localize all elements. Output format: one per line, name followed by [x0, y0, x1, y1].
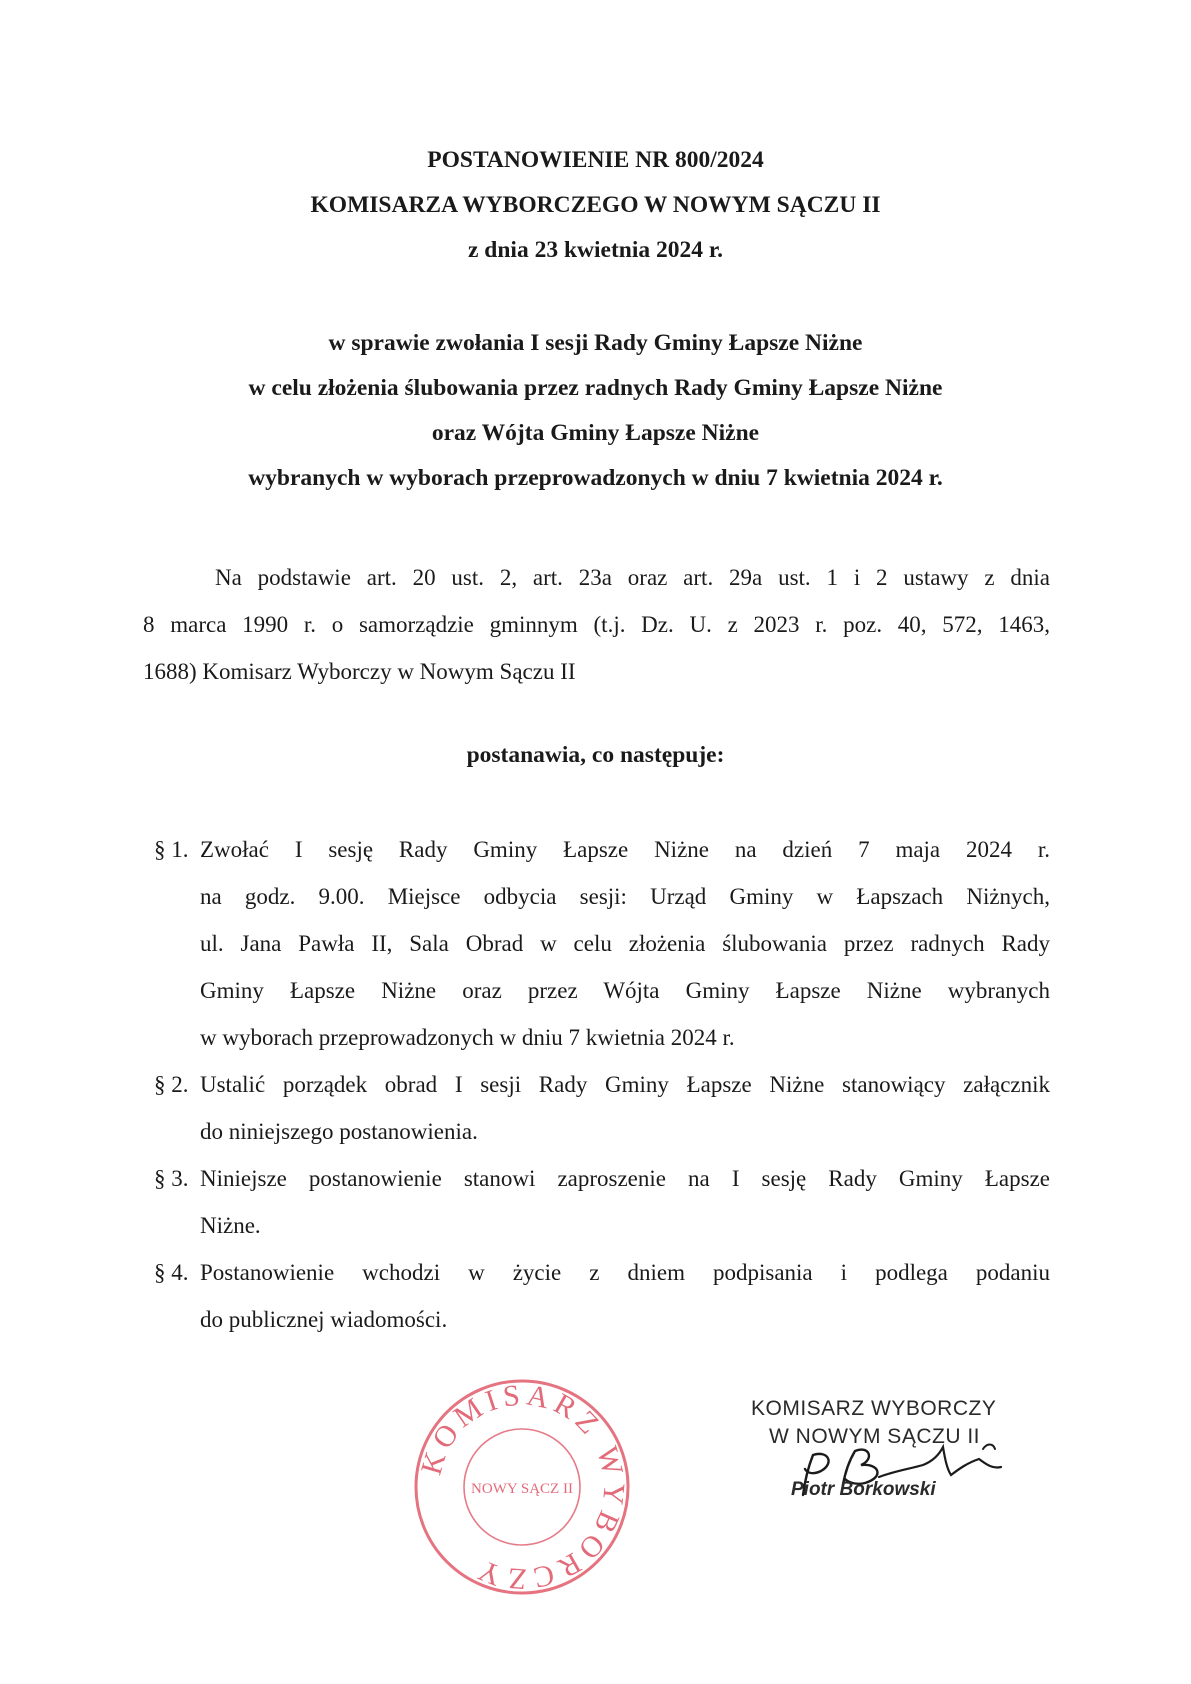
decision-heading: postanawia, co następuje: — [466, 742, 725, 768]
section-1 — [154, 826, 1050, 1061]
section-4 — [154, 1249, 1050, 1343]
section-line: do niniejszego postanowienia. — [200, 1119, 478, 1144]
document-date: z dnia 23 kwietnia 2024 r. — [467, 237, 724, 263]
section-line: na godz. 9.00. Miejsce odbycia sesji: Urząd Gminy w Łapszach Niżnych, — [200, 884, 1050, 909]
basis-line: 1688) Komisarz Wyborczy w Nowym Sączu II — [143, 659, 576, 684]
signatory-title: KOMISARZ WYBORCZY — [751, 1397, 997, 1420]
handwritten-signature — [783, 1425, 1023, 1515]
stamp-center-text: NOWY SĄCZ II — [471, 1481, 573, 1497]
basis-line: 8 marca 1990 r. o samorządzie gminnym (t.j. Dz. U. z 2023 r. poz. 40, 572, 1463, — [143, 612, 1050, 637]
subject-line: oraz Wójta Gminy Łapsze Niżne — [431, 420, 760, 446]
section-line: ul. Jana Pawła II, Sala Obrad w celu złożenia ślubowania przez radnych Rady — [200, 931, 1050, 956]
subject-line: w sprawie zwołania I sesji Rady Gminy Łapsze Niżne — [328, 330, 863, 356]
section-line: Postanowienie wchodzi w życie z dniem podpisania i podlega podaniu — [200, 1260, 1050, 1285]
section-text — [200, 1061, 1050, 1155]
section-text — [200, 1249, 1050, 1343]
section-text — [200, 826, 1050, 1061]
sections-list — [154, 826, 1050, 1343]
official-stamp — [412, 1377, 632, 1597]
basis-line: Na podstawie art. 20 ust. 2, art. 23a oraz art. 29a ust. 1 i 2 ustawy z dnia — [215, 565, 1050, 590]
section-line: do publicznej wiadomości. — [200, 1307, 448, 1332]
document-title: POSTANOWIENIE NR 800/2024 — [427, 147, 764, 173]
stamp-ring-text: KOMISARZ WYBORCZY — [414, 1378, 631, 1596]
document-header — [0, 138, 1191, 273]
section-number: § 2. — [154, 1072, 189, 1097]
section-number: § 3. — [154, 1166, 189, 1191]
section-2 — [154, 1061, 1050, 1155]
legal-basis-paragraph — [143, 554, 1050, 695]
section-line: Ustalić porządek obrad I sesji Rady Gminy Łapsze Niżne stanowiący załącznik — [200, 1072, 1050, 1097]
signatory-office: W NOWYM SĄCZU II — [769, 1425, 980, 1448]
subject-line: w celu złożenia ślubowania przez radnych Rady Gminy Łapsze Niżne — [248, 375, 943, 401]
subject-line: wybranych w wyborach przeprowadzonych w dniu 7 kwietnia 2024 r. — [248, 465, 943, 491]
signatory-name: Piotr Borkowski — [791, 1479, 936, 1500]
section-number: § 1. — [154, 837, 189, 862]
section-line: Gminy Łapsze Niżne oraz przez Wójta Gminy Łapsze Niżne wybranych — [200, 978, 1050, 1003]
section-line: w wyborach przeprowadzonych w dniu 7 kwietnia 2024 r. — [200, 1025, 735, 1050]
signature-block — [743, 1397, 1063, 1547]
section-3 — [154, 1155, 1050, 1249]
section-text — [200, 1155, 1050, 1249]
issuing-authority: KOMISARZA WYBORCZEGO W NOWYM SĄCZU II — [310, 192, 881, 218]
document-subject — [0, 321, 1191, 501]
section-number: § 4. — [154, 1260, 189, 1285]
section-line: Zwołać I sesję Rady Gminy Łapsze Niżne na dzień 7 maja 2024 r. — [200, 837, 1050, 862]
section-line: Niżne. — [200, 1213, 261, 1238]
section-line: Niniejsze postanowienie stanowi zaproszenie na I sesję Rady Gminy Łapsze — [200, 1166, 1050, 1191]
